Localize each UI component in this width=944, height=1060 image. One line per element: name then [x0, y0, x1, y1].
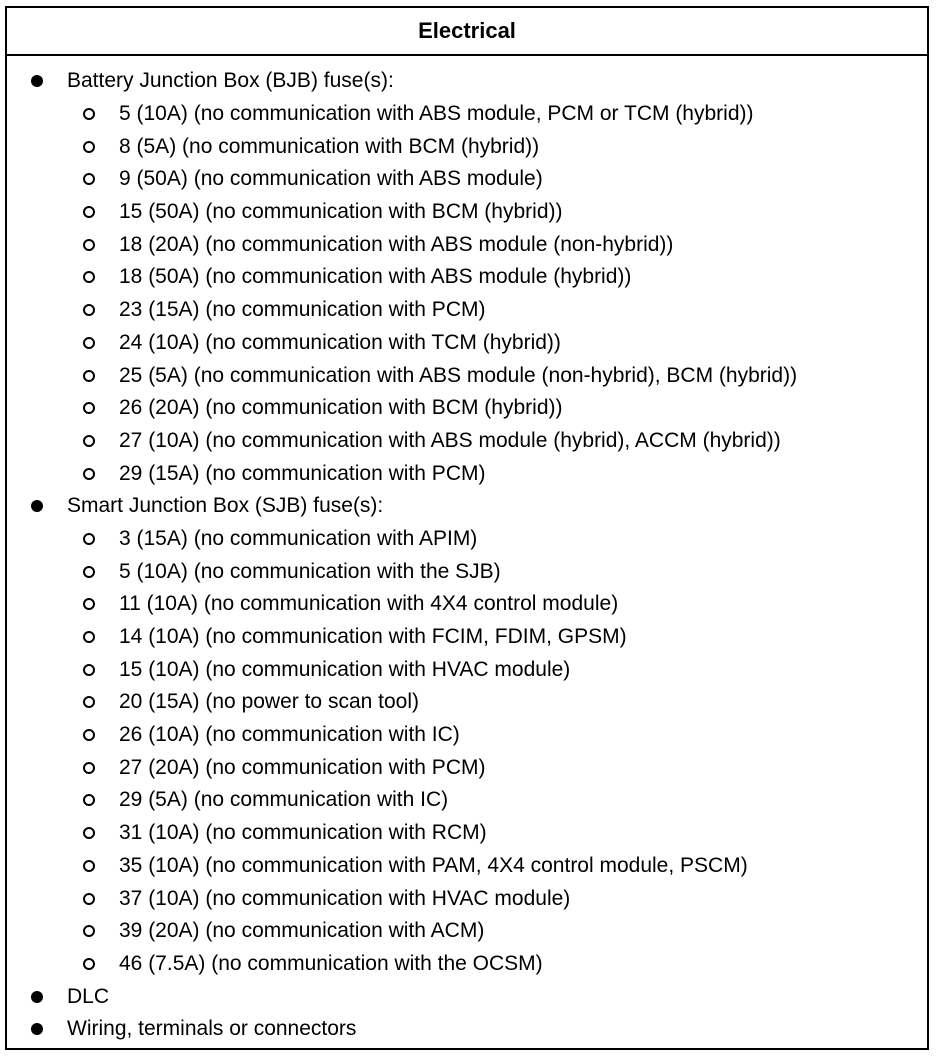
sub-list-item — [7, 653, 927, 686]
hollow-bullet-icon — [83, 435, 95, 447]
sub-list-item — [7, 719, 927, 752]
sub-list-item-label: 3 (15A) (no communication with APIM) — [119, 526, 478, 550]
sub-list-item-label: 11 (10A) (no communication with 4X4 control module) — [119, 592, 619, 616]
hollow-bullet-icon — [83, 860, 95, 872]
sub-list-item-label: 5 (10A) (no communication with ABS module, PCM or TCM (hybrid)) — [119, 102, 754, 126]
hollow-bullet-icon — [83, 696, 95, 708]
sub-list-item-label: 37 (10A) (no communication with HVAC module) — [119, 886, 571, 910]
sub-list-item — [7, 686, 927, 719]
sub-list-item — [7, 751, 927, 784]
list-item — [7, 65, 927, 98]
sub-list-item-label: 46 (7.5A) (no communication with the OCSM) — [119, 951, 543, 975]
sub-list-item — [7, 621, 927, 654]
sub-list-item — [7, 588, 927, 621]
sub-list-item — [7, 425, 927, 458]
list-item-label: Smart Junction Box (SJB) fuse(s): — [67, 494, 384, 518]
sub-list-item-label: 18 (20A) (no communication with ABS module (non-hybrid)) — [119, 232, 674, 256]
hollow-bullet-icon — [83, 206, 95, 218]
sub-list-item — [7, 294, 927, 327]
hollow-bullet-icon — [83, 566, 95, 578]
sub-list-item — [7, 261, 927, 294]
sub-list-item — [7, 523, 927, 556]
sub-list-item-label: 15 (10A) (no communication with HVAC module) — [119, 657, 571, 681]
list-item-label: Battery Junction Box (BJB) fuse(s): — [67, 69, 394, 93]
sub-list-item — [7, 784, 927, 817]
hollow-bullet-icon — [83, 631, 95, 643]
sub-list-item-label: 14 (10A) (no communication with FCIM, FDIM, GPSM) — [119, 625, 627, 649]
hollow-bullet-icon — [83, 664, 95, 676]
sub-list-item-label: 5 (10A) (no communication with the SJB) — [119, 559, 501, 583]
list-item — [7, 1013, 927, 1046]
hollow-bullet-icon — [83, 304, 95, 316]
sub-list-item-label: 35 (10A) (no communication with PAM, 4X4 control module, PSCM) — [119, 853, 748, 877]
sub-list-item-label: 15 (50A) (no communication with BCM (hybrid)) — [119, 200, 563, 224]
hollow-bullet-icon — [83, 337, 95, 349]
hollow-bullet-icon — [83, 598, 95, 610]
sub-list-item — [7, 359, 927, 392]
sub-list-item — [7, 555, 927, 588]
sub-list-item-label: 27 (20A) (no communication with PCM) — [119, 755, 486, 779]
hollow-bullet-icon — [83, 762, 95, 774]
bullet-icon — [31, 500, 43, 512]
sub-list-item — [7, 163, 927, 196]
sub-list-item — [7, 228, 927, 261]
hollow-bullet-icon — [83, 533, 95, 545]
hollow-bullet-icon — [83, 827, 95, 839]
sub-list-item — [7, 130, 927, 163]
sub-list-item-label: 29 (5A) (no communication with IC) — [119, 788, 449, 812]
sub-list-item — [7, 327, 927, 360]
hollow-bullet-icon — [83, 468, 95, 480]
hollow-bullet-icon — [83, 794, 95, 806]
hollow-bullet-icon — [83, 729, 95, 741]
hollow-bullet-icon — [83, 239, 95, 251]
hollow-bullet-icon — [83, 173, 95, 185]
sub-list-item — [7, 98, 927, 131]
sub-list-item — [7, 817, 927, 850]
sub-list-item-label: 26 (20A) (no communication with BCM (hybrid)) — [119, 396, 563, 420]
sub-list-item — [7, 915, 927, 948]
list-item — [7, 980, 927, 1013]
hollow-bullet-icon — [83, 402, 95, 414]
sub-list-item-label: 31 (10A) (no communication with RCM) — [119, 821, 487, 845]
sub-list-item-label: 20 (15A) (no power to scan tool) — [119, 690, 419, 714]
bullet-icon — [31, 75, 43, 87]
sub-list-item — [7, 196, 927, 229]
sub-list-item-label: 39 (20A) (no communication with ACM) — [119, 919, 485, 943]
sub-list-item-label: 27 (10A) (no communication with ABS module (hybrid), ACCM (hybrid)) — [119, 428, 781, 452]
electrical-table — [5, 6, 929, 1050]
sub-list-item-label: 26 (10A) (no communication with IC) — [119, 723, 460, 747]
sub-list-item — [7, 392, 927, 425]
sub-list-item-label: 9 (50A) (no communication with ABS module) — [119, 167, 543, 191]
sub-list-item-label: 25 (5A) (no communication with ABS module (non-hybrid), BCM (hybrid)) — [119, 363, 798, 387]
hollow-bullet-icon — [83, 925, 95, 937]
hollow-bullet-icon — [83, 271, 95, 283]
sub-list-item-label: 23 (15A) (no communication with PCM) — [119, 298, 486, 322]
sub-list-item — [7, 948, 927, 981]
list-item — [7, 490, 927, 523]
sub-list-item — [7, 850, 927, 883]
sub-list-item-label: 24 (10A) (no communication with TCM (hybrid)) — [119, 330, 561, 354]
bullet-icon — [31, 1023, 43, 1035]
table-header: Electrical — [7, 8, 927, 56]
sub-list-item — [7, 457, 927, 490]
list-item-label: DLC — [67, 984, 110, 1008]
hollow-bullet-icon — [83, 958, 95, 970]
hollow-bullet-icon — [83, 370, 95, 382]
list-item-label: Wiring, terminals or connectors — [67, 1017, 357, 1041]
sub-list-item-label: 29 (15A) (no communication with PCM) — [119, 461, 486, 485]
bullet-icon — [31, 991, 43, 1003]
sub-list-item — [7, 882, 927, 915]
sub-list-item-label: 8 (5A) (no communication with BCM (hybrid)) — [119, 134, 540, 158]
table-body — [7, 56, 927, 1046]
hollow-bullet-icon — [83, 893, 95, 905]
sub-list-item-label: 18 (50A) (no communication with ABS module (hybrid)) — [119, 265, 632, 289]
hollow-bullet-icon — [83, 141, 95, 153]
hollow-bullet-icon — [83, 108, 95, 120]
